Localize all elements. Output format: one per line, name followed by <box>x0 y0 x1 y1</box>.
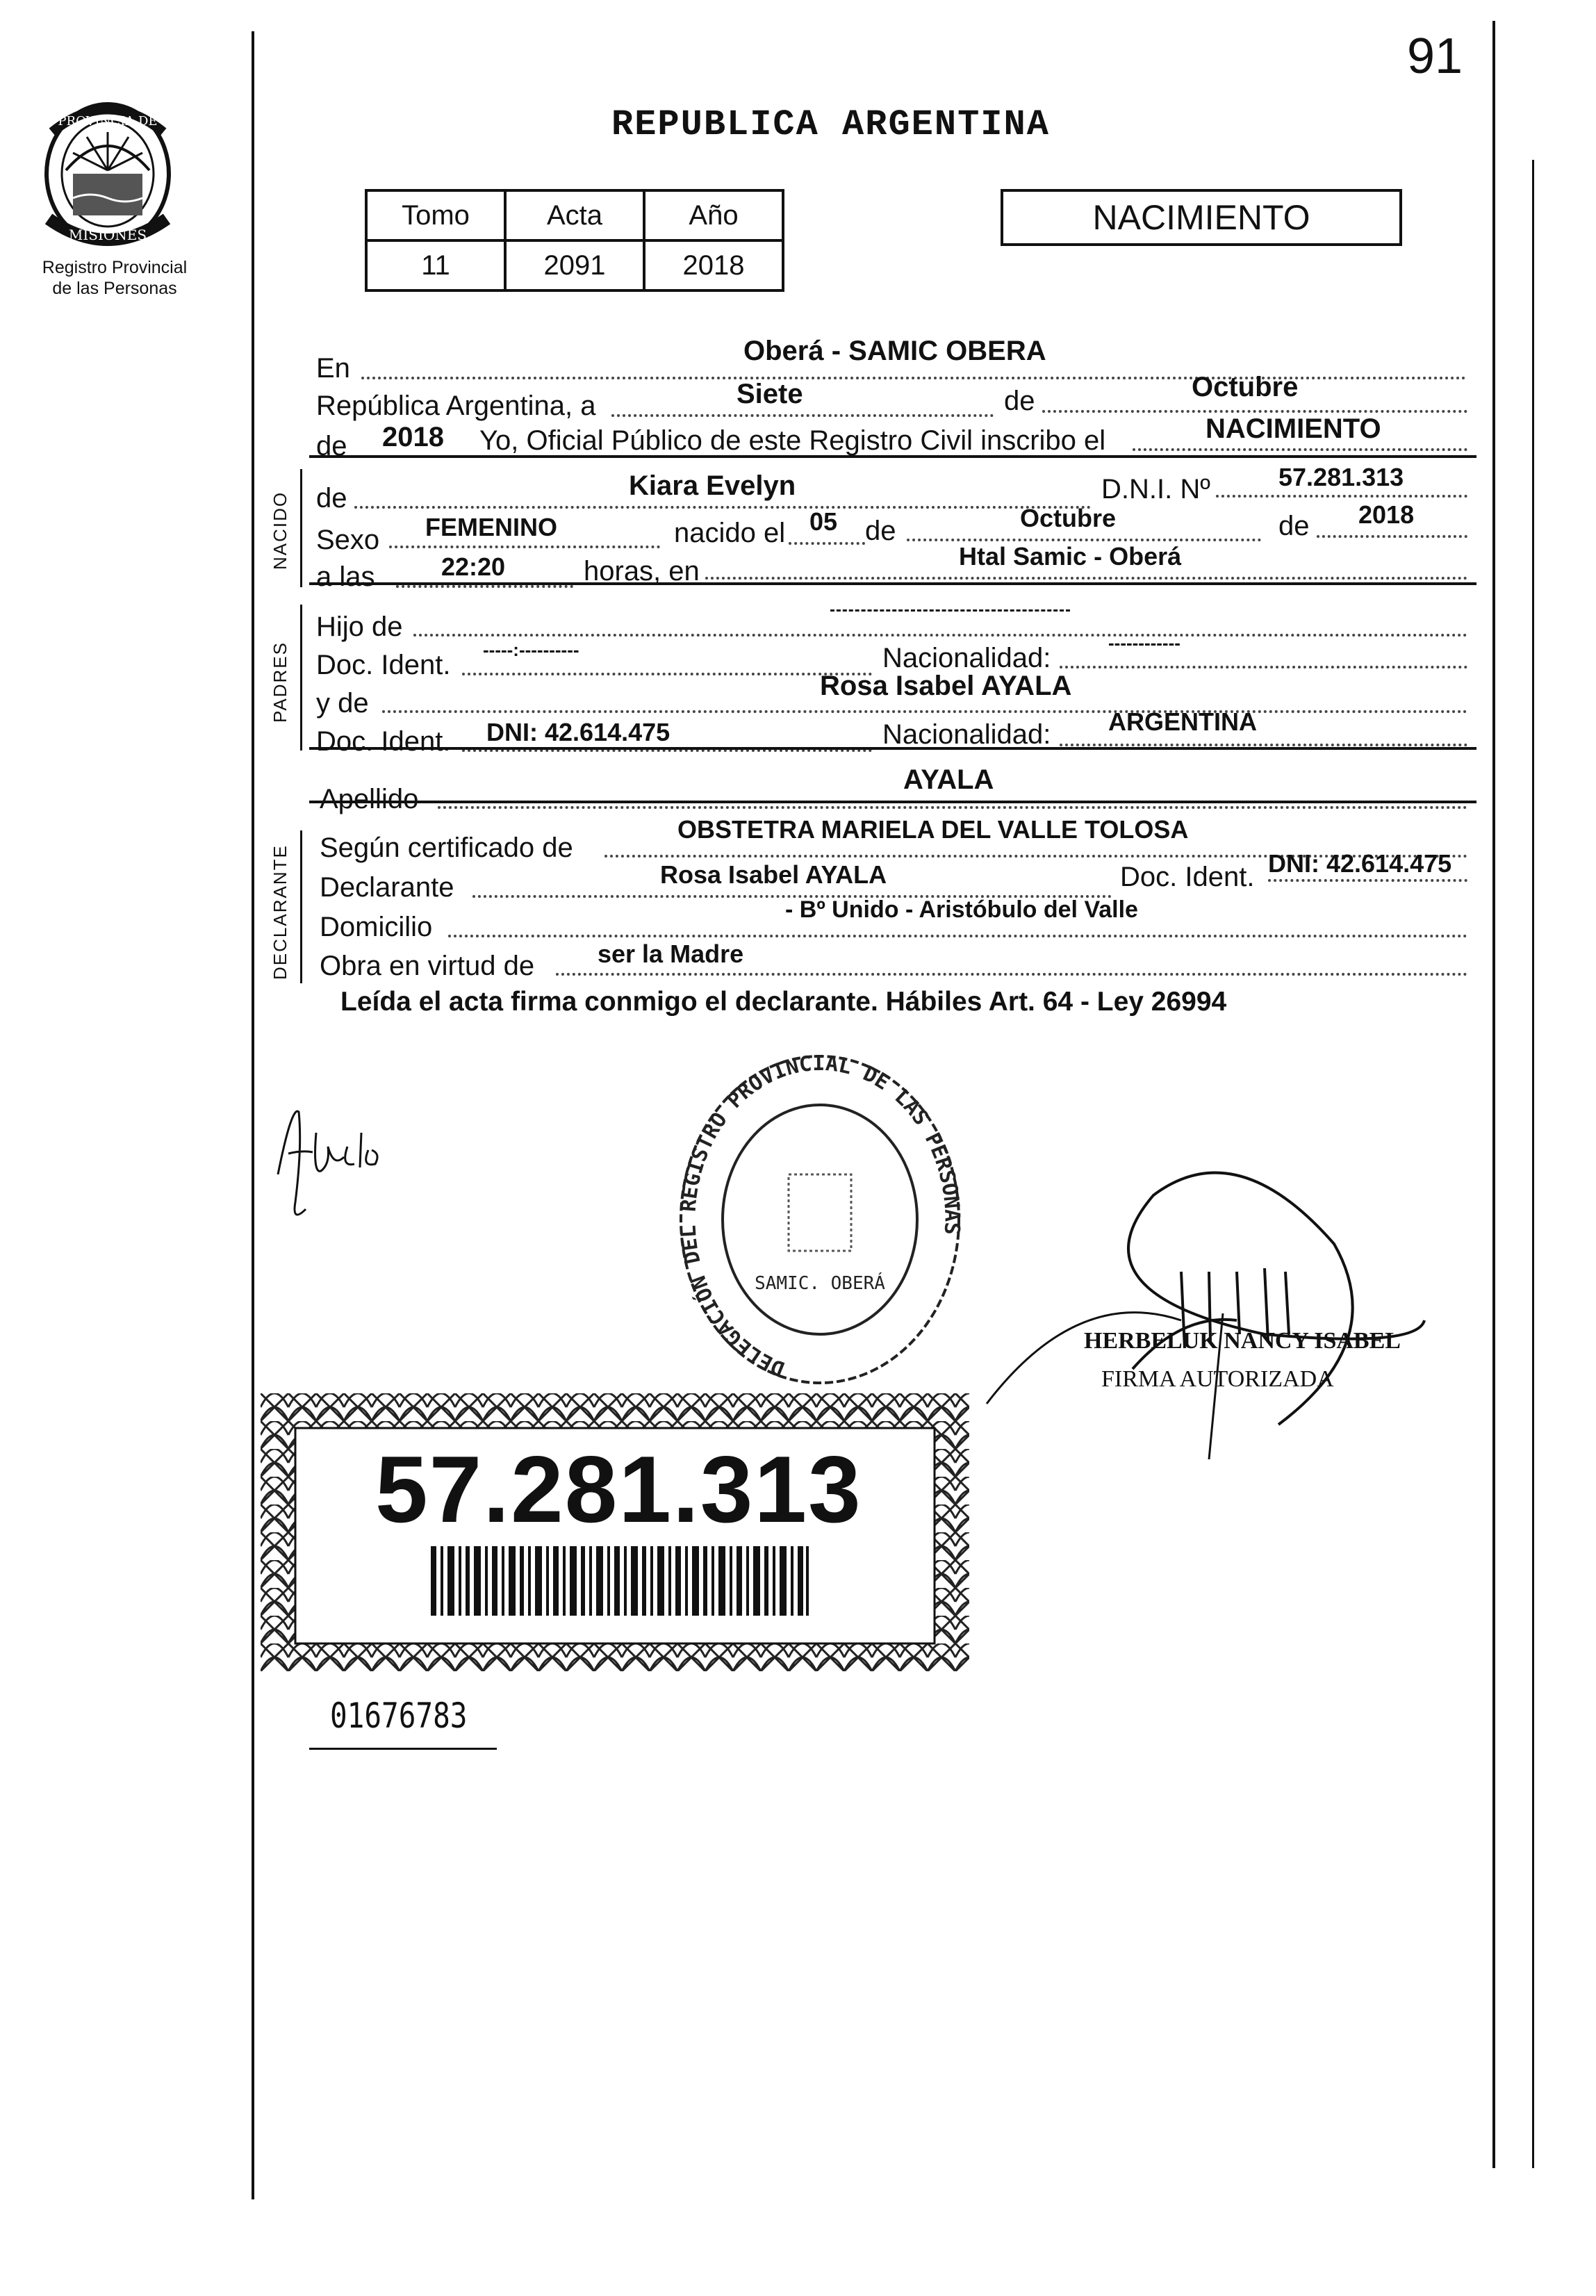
en-label: En <box>316 353 350 384</box>
dotted-line <box>556 973 1467 976</box>
id-number: 57.281.313 <box>375 1436 862 1542</box>
obra-value: ser la Madre <box>598 940 744 968</box>
official-stamp <box>674 1049 966 1397</box>
mother-doc-value: DNI: 42.614.475 <box>486 718 671 746</box>
de-label-2: de <box>865 516 896 546</box>
hijo-de-label: Hijo de <box>316 612 403 642</box>
official-signature <box>973 1112 1445 1466</box>
table-header-anio: Año <box>644 190 783 240</box>
dni-label: D.N.I. Nº <box>1101 474 1210 505</box>
mother-nat-label: Nacionalidad: <box>882 719 1051 750</box>
month-value: Octubre <box>1192 372 1299 402</box>
dotted-line <box>789 542 865 545</box>
dotted-line <box>1060 666 1467 669</box>
province-seal-icon <box>35 94 181 261</box>
svg-text:MISIONES: MISIONES <box>68 227 147 243</box>
dotted-line <box>611 414 994 417</box>
dotted-line <box>705 577 1467 580</box>
dotted-line <box>448 935 1467 937</box>
dotted-line <box>1216 495 1467 498</box>
svg-text:HERBELUK NANCY ISABEL: HERBELUK NANCY ISABEL <box>1084 1328 1401 1354</box>
birth-day-value: 05 <box>809 507 838 536</box>
dotted-line <box>1268 879 1467 882</box>
mother-name-value: Rosa Isabel AYALA <box>820 671 1072 701</box>
mother-nat-value: ARGENTINA <box>1108 707 1257 736</box>
dotted-line <box>361 377 1466 379</box>
left-margin-line <box>252 31 254 2199</box>
right-margin-line <box>1492 21 1495 2168</box>
section-divider <box>309 582 1476 585</box>
statement-text: Yo, Oficial Público de este Registro Civil inscribo el <box>479 425 1106 456</box>
declarante-value: Rosa Isabel AYALA <box>660 860 887 889</box>
de-label: de <box>1004 386 1035 416</box>
dotted-line <box>907 539 1261 541</box>
cert-value: OBSTETRA MARIELA DEL VALLE TOLOSA <box>677 815 1189 844</box>
serial-underline <box>309 1748 497 1750</box>
section-bracket <box>300 605 302 751</box>
declarante-section-label: DECLARANTE <box>270 844 290 980</box>
dotted-line <box>354 506 1091 509</box>
section-divider <box>309 747 1476 750</box>
time-value: 22:20 <box>441 552 506 581</box>
section-bracket <box>300 830 302 983</box>
child-name-value: Kiara Evelyn <box>629 470 796 501</box>
registry-label: Registro Provincial de las Personas <box>42 258 188 298</box>
father-nat-value: ------------ <box>1108 632 1180 653</box>
svg-text:SAMIC. OBERÁ: SAMIC. OBERÁ <box>755 1273 885 1294</box>
dotted-line <box>462 673 872 675</box>
table-value-tomo: 11 <box>366 240 505 290</box>
day-value: Siete <box>737 379 803 409</box>
apellido-label: Apellido <box>320 784 419 814</box>
birth-place-value: Htal Samic - Oberá <box>959 542 1182 571</box>
dotted-line <box>1060 744 1467 746</box>
dotted-line <box>389 546 660 548</box>
de-label-3: de <box>1278 511 1310 541</box>
a-las-label: a las <box>316 561 375 592</box>
section-divider <box>309 455 1476 458</box>
declarante-doc-value: DNI: 42.614.475 <box>1268 849 1452 878</box>
nacido-section-label: NACIDO <box>270 491 290 570</box>
svg-text:PROVINCIA DE: PROVINCIA DE <box>58 114 158 129</box>
serial-number: 01676783 <box>330 1696 468 1736</box>
de-name-label: de <box>316 483 347 514</box>
country-title: REPUBLICA ARGENTINA <box>611 104 1050 145</box>
right-margin-line-outer <box>1532 160 1534 2168</box>
apellido-value: AYALA <box>903 764 994 795</box>
barcode <box>431 1546 809 1616</box>
declarante-label: Declarante <box>320 872 454 903</box>
svg-text:FIRMA AUTORIZADA: FIRMA AUTORIZADA <box>1101 1366 1334 1392</box>
year-value: 2018 <box>382 422 444 452</box>
event-value: NACIMIENTO <box>1206 413 1381 444</box>
father-nat-label: Nacionalidad: <box>882 643 1051 673</box>
dotted-line <box>1317 535 1467 538</box>
republic-label: República Argentina, a <box>316 391 596 421</box>
declarant-signature <box>264 1091 403 1230</box>
birth-year-value: 2018 <box>1358 500 1415 529</box>
father-doc-label: Doc. Ident. <box>316 650 451 680</box>
table-value-anio: 2018 <box>644 240 783 290</box>
dotted-line <box>413 634 1467 637</box>
domicilio-label: Domicilio <box>320 912 433 942</box>
padres-section-label: PADRES <box>270 641 290 723</box>
record-table <box>365 189 784 292</box>
section-divider <box>309 801 1476 803</box>
place-value: Oberá - SAMIC OBERA <box>743 336 1046 366</box>
page-number: 91 <box>1407 28 1463 84</box>
dotted-line <box>438 806 1467 809</box>
table-header-tomo: Tomo <box>366 190 505 240</box>
dotted-line <box>396 585 573 588</box>
domicilio-value: - Bº Unido - Aristóbulo del Valle <box>785 896 1138 923</box>
legal-text: Leída el acta firma conmigo el declarante. Hábiles Art. 64 - Ley 26994 <box>340 987 1227 1017</box>
table-header-acta: Acta <box>505 190 644 240</box>
table-value-acta: 2091 <box>505 240 644 290</box>
child-dni-value: 57.281.313 <box>1278 463 1404 491</box>
de-year-label: de <box>316 431 347 461</box>
svg-text:DELEGACIÓN DEL REGISTRO PROVIN: DELEGACIÓN DEL REGISTRO PROVINCIAL DE LAS PERSONAS <box>676 1051 964 1381</box>
dotted-line <box>382 710 1467 713</box>
mother-doc-label: Doc. Ident. <box>316 726 451 757</box>
section-bracket <box>300 469 302 587</box>
obra-label: Obra en virtud de <box>320 951 535 981</box>
dotted-line <box>1133 448 1467 451</box>
birth-month-value: Octubre <box>1020 504 1117 532</box>
dotted-line <box>1042 410 1467 413</box>
y-de-label: y de <box>316 688 369 719</box>
father-name-dash <box>830 609 1070 612</box>
sexo-label: Sexo <box>316 525 380 555</box>
declarante-doc-label: Doc. Ident. <box>1120 862 1255 892</box>
horas-label: horas, en <box>584 556 700 587</box>
sexo-value: FEMENINO <box>425 513 558 541</box>
record-type-box: NACIMIENTO <box>1001 189 1402 246</box>
father-doc-value: -----:---------- <box>483 639 579 660</box>
nacido-el-label: nacido el <box>674 518 786 548</box>
cert-label: Según certificado de <box>320 833 573 863</box>
